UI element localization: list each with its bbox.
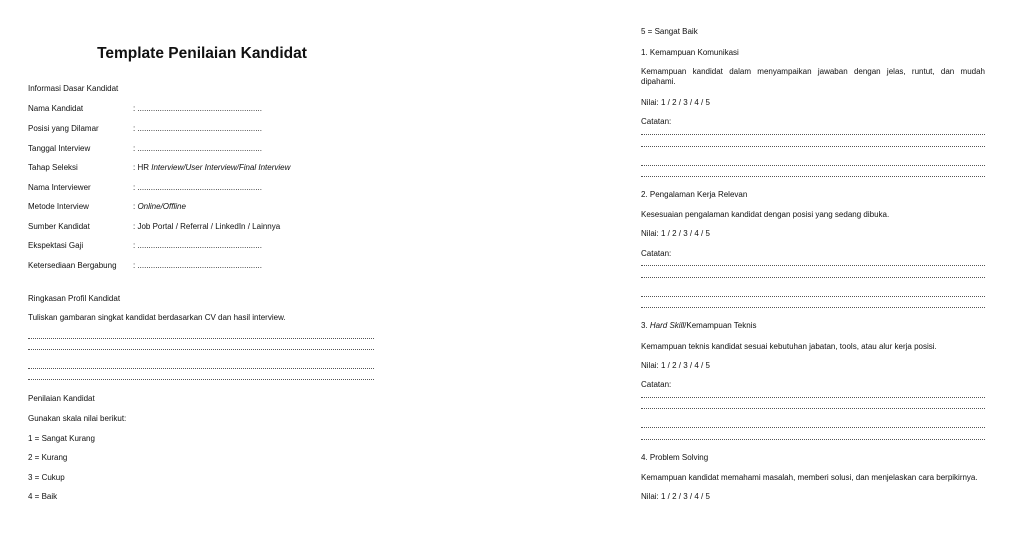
writing-line — [28, 349, 374, 350]
notes-label: Catatan: — [641, 117, 672, 126]
field-value — [133, 163, 290, 173]
criterion-title-prefix: 3. — [641, 321, 650, 330]
left-page — [28, 0, 376, 555]
criterion-description: Kemampuan teknis kandidat sesuai kebutuhan jabatan, tools, atau alur kerja posisi. — [641, 342, 937, 351]
field-label: Ketersediaan Bergabung — [28, 261, 117, 270]
field-value-italic: Interview/User Interview/Final Interview — [151, 163, 291, 172]
right-page — [641, 0, 985, 555]
field-value-prefix: : — [133, 202, 138, 211]
field-value: : ........................................................ — [133, 144, 262, 153]
criterion-title-italic: Hard Skill — [649, 321, 685, 330]
field-label: Posisi yang Dilamar — [28, 124, 99, 133]
field-label: Ekspektasi Gaji — [28, 241, 84, 250]
writing-line — [28, 338, 374, 339]
writing-line — [641, 296, 985, 297]
criterion-title-suffix: /Kemampuan Teknis — [684, 321, 757, 330]
criterion-description: Kemampuan kandidat memahami masalah, memberi solusi, dan menjelaskan cara berpikirnya. — [641, 473, 978, 482]
scale-item: 3 = Cukup — [28, 473, 65, 482]
document-title: Template Penilaian Kandidat — [97, 45, 307, 62]
scale-item: 4 = Baik — [28, 492, 58, 501]
criterion-title: 4. Problem Solving — [641, 453, 709, 462]
writing-line — [641, 265, 985, 266]
criterion-title — [641, 321, 756, 331]
writing-line — [641, 307, 985, 308]
section-basic-info: Informasi Dasar Kandidat — [28, 84, 119, 93]
field-label: Tahap Seleksi — [28, 163, 78, 172]
criterion-description: Kemampuan kandidat dalam menyampaikan jawaban dengan jelas, runtut, dan mudah dipahami. — [641, 67, 985, 86]
field-value: : ........................................................ — [133, 104, 262, 113]
writing-line — [28, 368, 374, 369]
writing-line — [641, 427, 985, 428]
writing-line — [641, 165, 985, 166]
scale-item: 1 = Sangat Kurang — [28, 434, 95, 443]
field-value: : ........................................................ — [133, 124, 262, 133]
field-value: : Job Portal / Referral / LinkedIn / Lainnya — [133, 222, 281, 231]
scale-item: 5 = Sangat Baik — [641, 27, 698, 36]
writing-line — [641, 397, 985, 398]
field-value: : ........................................................ — [133, 241, 262, 250]
field-value: : ........................................................ — [133, 183, 262, 192]
field-label: Tanggal Interview — [28, 144, 91, 153]
field-value: : ........................................................ — [133, 261, 262, 270]
rating-scale: Nilai: 1 / 2 / 3 / 4 / 5 — [641, 492, 710, 501]
field-label: Nama Kandidat — [28, 104, 84, 113]
rating-scale: Nilai: 1 / 2 / 3 / 4 / 5 — [641, 229, 710, 238]
writing-line — [641, 439, 985, 440]
writing-line — [641, 277, 985, 278]
notes-label: Catatan: — [641, 249, 672, 258]
field-label: Nama Interviewer — [28, 183, 91, 192]
section-assessment: Penilaian Kandidat — [28, 394, 95, 403]
field-value — [133, 202, 186, 212]
rating-scale: Nilai: 1 / 2 / 3 / 4 / 5 — [641, 98, 710, 107]
writing-line — [641, 408, 985, 409]
writing-line — [28, 379, 374, 380]
scale-item: 2 = Kurang — [28, 453, 68, 462]
writing-line — [641, 134, 985, 135]
field-label: Sumber Kandidat — [28, 222, 90, 231]
profile-instruction: Tuliskan gambaran singkat kandidat berdasarkan CV dan hasil interview. — [28, 313, 286, 322]
field-value-italic: Online/Offline — [137, 202, 186, 211]
rating-scale: Nilai: 1 / 2 / 3 / 4 / 5 — [641, 361, 710, 370]
scale-intro: Gunakan skala nilai berikut: — [28, 414, 127, 423]
field-value-prefix: : HR — [133, 163, 152, 172]
criterion-title: 2. Pengalaman Kerja Relevan — [641, 190, 748, 199]
notes-label: Catatan: — [641, 380, 672, 389]
criterion-description: Kesesuaian pengalaman kandidat dengan posisi yang sedang dibuka. — [641, 210, 890, 219]
writing-line — [641, 146, 985, 147]
writing-line — [641, 176, 985, 177]
criterion-title: 1. Kemampuan Komunikasi — [641, 48, 739, 57]
field-label: Metode Interview — [28, 202, 89, 211]
section-profile-summary: Ringkasan Profil Kandidat — [28, 294, 121, 303]
